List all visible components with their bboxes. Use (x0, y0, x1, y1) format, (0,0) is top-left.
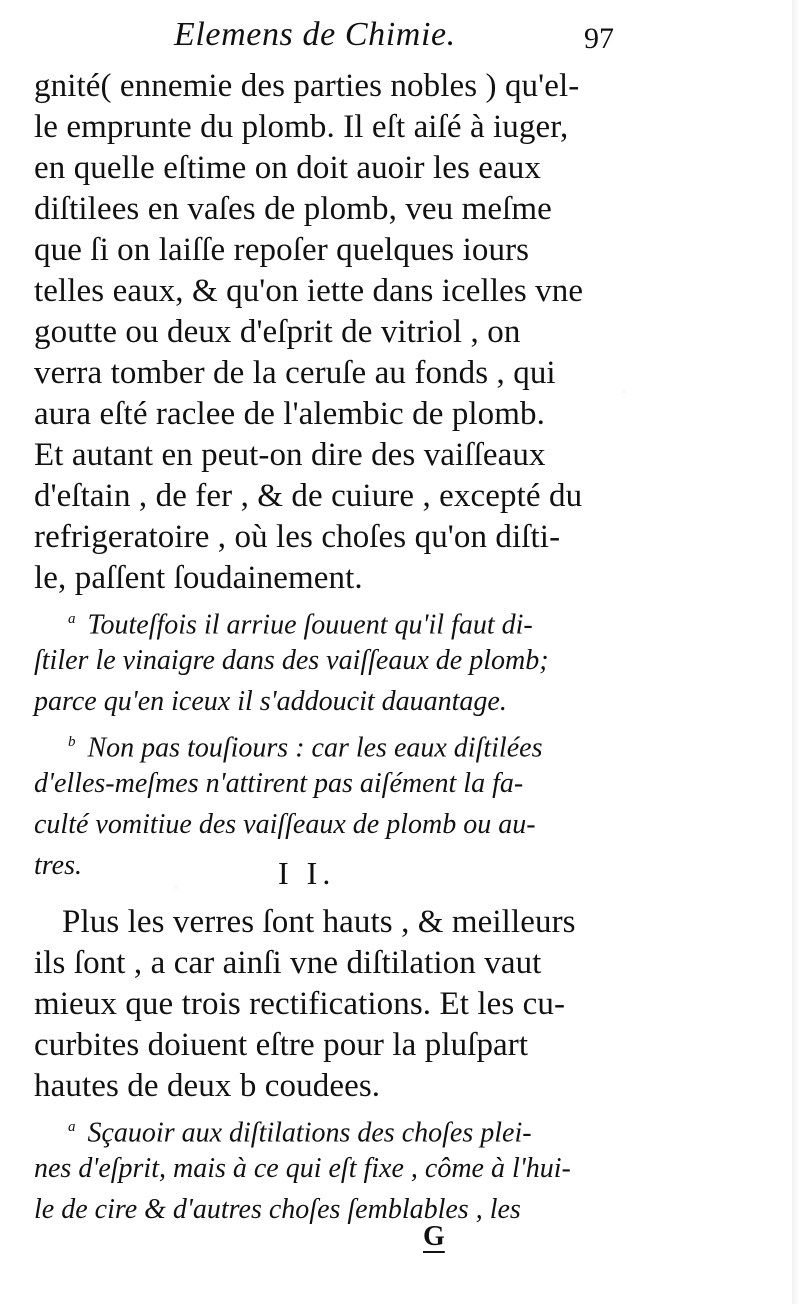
printer-signature: G (423, 1221, 445, 1252)
note-a-line-2: ſtiler le vinaigre dans des vaiſſeaux de plomb; (34, 645, 549, 676)
paragraph-line-2: le emprunte du plomb. Il eſt aiſé à iuger, (34, 109, 569, 145)
note-a-text-1: Touteſfois il arriue ſouuent qu'il faut di- (87, 609, 533, 641)
paragraph-line-1: gnité( ennemie des parties nobles ) qu'el- (34, 68, 580, 104)
section-two-line-1: Plus les verres ſont hauts , & meilleurs (62, 904, 576, 940)
paragraph-line-8: verra tomber de la ceruſe au fonds , qui (34, 355, 556, 391)
main-text-block (34, 66, 614, 886)
paragraph-line-4: diſtilees en vaſes de plomb, veu meſme (34, 191, 552, 227)
paragraph-line-12: refrigeratoire , où les choſes qu'on diſti- (34, 519, 561, 555)
note-b-mark: b (68, 734, 76, 750)
page-edge-shadow (792, 0, 800, 1304)
paragraph-line-7: goutte ou deux d'eſprit de vitriol , on (34, 314, 521, 350)
paragraph-line-5: que ſi on laiſſe repoſer quelques iours (34, 232, 530, 268)
paragraph-line-11: d'eſtain , de fer , & de cuiure , excepté du (34, 478, 583, 514)
section-two-line-4: curbites doiuent eſtre pour la pluſpart (34, 1027, 529, 1063)
note-b-line-4: tres. (34, 850, 82, 881)
section-two-text (34, 902, 614, 1230)
note-a-mark: a (68, 611, 76, 627)
running-head: Elemens de Chimie. (174, 16, 456, 53)
section-number: I I. (278, 855, 336, 891)
paragraph-line-13: le, paſſent ſoudainement. (34, 560, 363, 596)
section-two-note-line-1 (34, 1107, 614, 1148)
section-two-note-line-3: le de cire & d'autres choſes ſemblables , les (34, 1194, 521, 1225)
note-b-line-3: culté vomitiue des vaiſſeaux de plomb ou au- (34, 809, 536, 840)
note-b-line-1 (34, 722, 614, 763)
paragraph-line-10: Et autant en peut-on dire des vaiſſeaux (34, 437, 546, 473)
note-b-line-2: d'elles-meſmes n'attirent pas aiſément la fa- (34, 768, 524, 799)
section-two-note-line-2: nes d'eſprit, mais à ce qui eſt fixe , côme à l'hui- (34, 1153, 571, 1184)
section-two-line-3: mieux que trois rectifications. Et les cu- (34, 986, 566, 1022)
section-two-line-2: ils ſont , a car ainſi vne diſtilation vaut (34, 945, 542, 981)
paragraph-line-9: aura eſté raclee de l'alembic de plomb. (34, 396, 546, 432)
section-two-line-5: hautes de deux b coudees. (34, 1068, 381, 1104)
section-two-note-text-1: Sçauoir aux diſtilations des choſes plei- (87, 1117, 532, 1149)
note-a-line-1 (34, 599, 614, 640)
paragraph-line-6: telles eaux, & qu'on iette dans icelles vne (34, 273, 584, 309)
note-b-text-1: Non pas touſiours : car les eaux diſtilées (87, 732, 543, 764)
paragraph-line-3: en quelle eſtime on doit auoir les eaux (34, 150, 541, 186)
section-two-note-mark: a (68, 1119, 76, 1135)
page-header (164, 16, 624, 64)
note-a-line-3: parce qu'en iceux il s'addoucit dauantage. (34, 686, 507, 717)
page-number: 97 (584, 22, 614, 55)
